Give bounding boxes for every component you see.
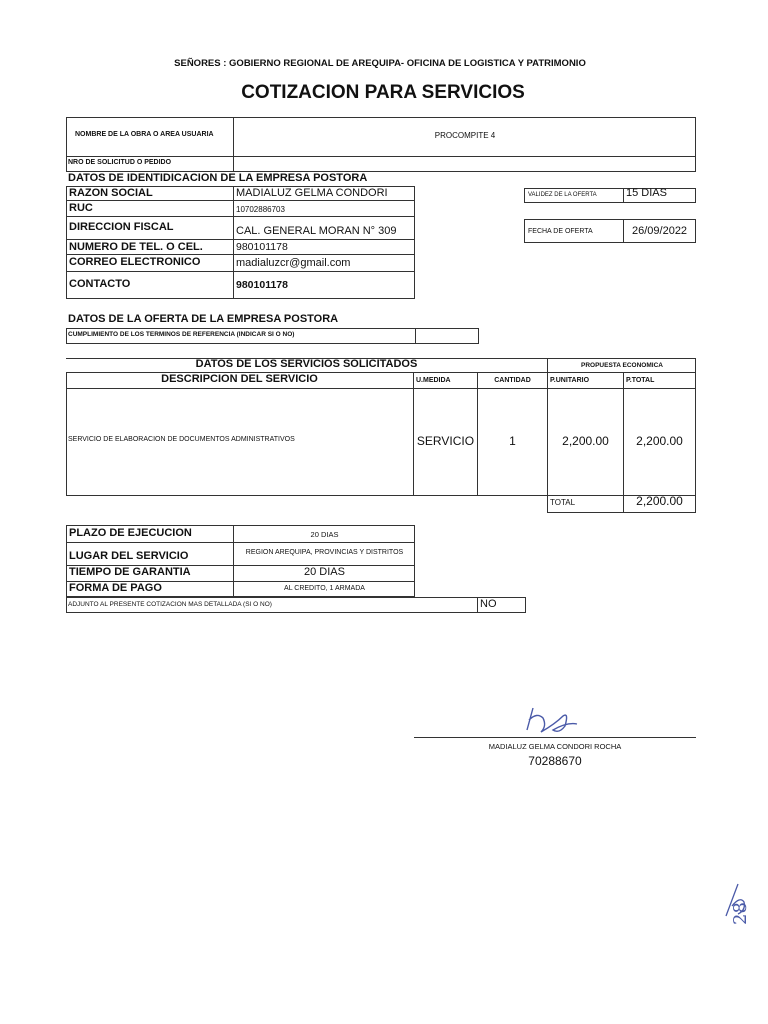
total-label: TOTAL (550, 498, 576, 507)
validez-value: 15 DIAS (626, 187, 667, 199)
pago-value: AL CREDITO, 1 ARMADA (284, 585, 365, 592)
telefono-value: 980101178 (236, 241, 288, 253)
folio-number: 28 (730, 902, 751, 925)
ruc-label: RUC (69, 202, 93, 214)
adjunto-label: ADJUNTO AL PRESENTE COTIZACION MAS DETALLADA (SI O NO) (68, 601, 272, 608)
folio-initials-mark (720, 880, 750, 920)
empresa-section-title: DATOS DE IDENTIDICACION DE LA EMPRESA POSTORA (68, 172, 368, 184)
pago-label: FORMA DE PAGO (69, 582, 162, 594)
col-punitario: P.UNITARIO (550, 377, 590, 384)
col-ptotal: P.TOTAL (626, 377, 655, 384)
row-punitario: 2,200.00 (562, 434, 609, 448)
row-ptotal: 2,200.00 (636, 434, 683, 448)
servicios-section-title: DATOS DE LOS SERVICIOS SOLICITADOS (195, 358, 418, 370)
garantia-label: TIEMPO DE GARANTIA (69, 566, 191, 578)
razon-social-value: MADIALUZ GELMA CONDORI (236, 187, 388, 199)
oferta-section-title: DATOS DE LA OFERTA DE LA EMPRESA POSTORA (68, 313, 339, 325)
signature-mark (515, 700, 585, 740)
row-umedida: SERVICIO (416, 434, 475, 448)
lugar-label: LUGAR DEL SERVICIO (69, 550, 189, 562)
plazo-label: PLAZO DE EJECUCION (69, 527, 192, 539)
razon-social-label: RAZON SOCIAL (69, 187, 153, 199)
solicitud-label: NRO DE SOLICITUD O PEDIDO (68, 159, 172, 166)
contacto-label: CONTACTO (69, 278, 131, 290)
contacto-value: 980101178 (236, 279, 288, 291)
signer-dni: 70288670 (528, 754, 582, 768)
direccion-value: CAL. GENERAL MORAN N° 309 (236, 225, 397, 237)
lugar-value: REGION AREQUIPA, PROVINCIAS Y DISTRITOS (245, 549, 404, 556)
telefono-label: NUMERO DE TEL. O CEL. (69, 241, 203, 253)
obra-label: NOMBRE DE LA OBRA O AREA USUARIA (75, 131, 214, 138)
total-value: 2,200.00 (636, 494, 683, 508)
adjunto-value: NO (480, 598, 497, 610)
propuesta-title: PROPUESTA ECONOMICA (581, 362, 663, 369)
fecha-label: FECHA DE OFERTA (528, 228, 593, 235)
direccion-label: DIRECCION FISCAL (69, 221, 174, 233)
correo-value: madialuzcr@gmail.com (236, 257, 351, 269)
col-descripcion: DESCRIPCION DEL SERVICIO (161, 373, 318, 385)
col-cantidad: CANTIDAD (494, 377, 531, 384)
correo-label: CORREO ELECTRONICO (69, 256, 201, 268)
recipient-line: SEÑORES : GOBIERNO REGIONAL DE AREQUIPA- OFICINA DE LOGISTICA Y PATRIMONIO (174, 58, 586, 69)
signer-name: MADIALUZ GELMA CONDORI ROCHA (488, 742, 622, 751)
col-umedida: U.MEDIDA (416, 377, 451, 384)
row-cantidad: 1 (509, 434, 516, 448)
row-descripcion: SERVICIO DE ELABORACION DE DOCUMENTOS ADMINISTRATIVOS (68, 436, 295, 443)
plazo-value: 20 DIAS (310, 530, 339, 539)
obra-value: PROCOMPITE 4 (434, 131, 496, 140)
fecha-value: 26/09/2022 (632, 225, 688, 237)
cumplimiento-label: CUMPLIMIENTO DE LOS TERMINOS DE REFERENCIA (INDICAR SI O NO) (68, 331, 295, 338)
garantia-value: 20 DIAS (304, 566, 345, 578)
page-title: COTIZACION PARA SERVICIOS (241, 82, 525, 103)
validez-label: VALIDEZ DE LA OFERTA (528, 192, 597, 198)
ruc-value: 10702886703 (236, 205, 285, 214)
